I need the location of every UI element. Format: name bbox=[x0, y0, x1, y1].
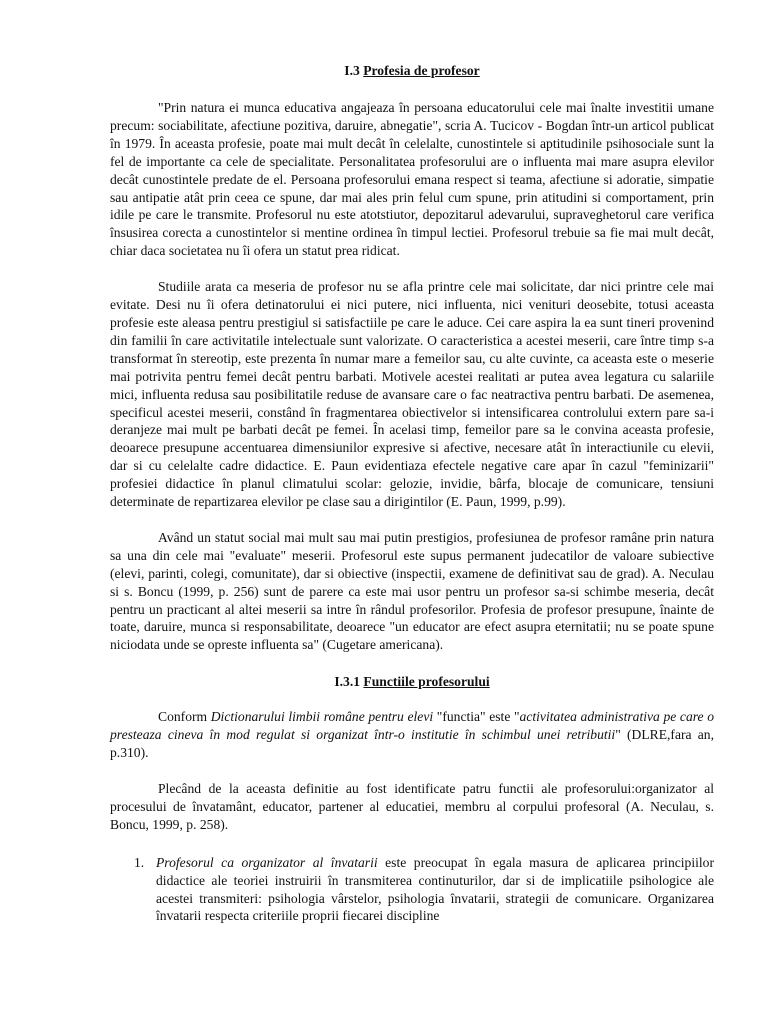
subsection-title: Functiile profesorului bbox=[363, 674, 490, 690]
section-title: Profesia de profesor bbox=[363, 63, 480, 78]
paragraph-1: "Prin natura ei munca educativa angajeaza în persoana educatorului cele mai înalte investitii umane precum: sociabilitate, afectiune pozitiva, daruire, abnegatie", scria A. Tucicov - Bogdan într-un articol publicat în 1979. În aceasta profesie, poate mai mult decât în celelalte, cunostintele si aptitudinile psihosociale sunt la fel de importante ca cele de specialitate. Personalitatea profesorului are o influenta mai mare asupra elevilor decât cunostintele predate de el. Persoana profesorului emana respect si teama, afectiune si adoratie, simpatie sau antipatie atât prin ceea ce spune, dar mai ales prin felul cum spune, prin atitudini si comportament, prin idile pe care le transmite. Profesorul nu este atotstiutor, depozitarul adevarului, supraveghetorul care verifica însusirea corecta a cunostintelor si mentine ordinea în timpul lectiei. Profesorul trebuie sa fie mai mult decât, chiar daca societatea nu îi ofera un statut prea ridicat. bbox=[110, 100, 714, 259]
subsection-heading bbox=[110, 673, 714, 690]
definition-lead: Conform bbox=[158, 709, 211, 725]
definition-source: Dictionarului limbii române pentru elevi bbox=[210, 709, 434, 725]
subsection-number: I.3.1 bbox=[334, 674, 361, 690]
document-page bbox=[110, 62, 714, 925]
definition-mid: "functia" este " bbox=[433, 709, 520, 725]
list-item bbox=[110, 854, 714, 926]
paragraph-2: Studiile arata ca meseria de profesor nu se afla printre cele mai solicitate, dar nici printre cele mai evitate. Desi nu îi ofera detinatorului ei nici putere, nici influenta, nici venituri deosebite, totusi aceasta profesie este aleasa pentru prestigiul si satisfactiile pe care le aduce. Cei care aspira la ea sunt tineri provenind din familii în care activitatile intelectuale sunt valorizate. O caracteristica a acestei meserii, care între timp s-a transformat în stereotip, este prezenta în numar mare a femeilor sau, cu alte cuvinte, ca aceasta este o meserie mai potrivita pentru femei decât pentru barbati. Motivele acestei realitati ar putea avea legatura cu salariile mici, influenta redusa sau posibilitatile reduse de avansare care o fac neatractiva pentru barbati. De asemenea, specificul acestei meserii, constând în fragmentarea obiectivelor si intensificarea controlului extern pare sa-i deranjeze mai mult pe barbati decât pe femei. În acelasi timp, femeilor pare sa le convina aceasta profesie, deoarece presupune accentuarea dimensiunilor expresive si afective, necesare atât în interactiunile cu elevii, dar si cu celelalte cadre didactice. E. Paun evidentiaza efectele negative care apar în cazul "feminizarii" profesiei didactice în planul climatului scolar: gelozie, invidie, bârfa, blocaje de comunicare, tensiuni determinate de repartizarea elevilor pe clase sau a dirigintilor (E. Paun, 1999, p.99). bbox=[110, 279, 714, 510]
section-number: I.3 bbox=[344, 63, 360, 78]
section-heading bbox=[110, 62, 714, 79]
functions-paragraph: Plecând de la aceasta definitie au fost identificate patru functii ale profesorului:organizator al procesului de învatamânt, educator, partener al educatiei, membru al corpului profesoral (A. Neculau, s. Boncu, 1999, p. 258). bbox=[110, 781, 714, 832]
paragraph-3: Având un statut social mai mult sau mai putin prestigios, profesiunea de profesor ramâne prin natura sa una din cele mai "evaluate" meserii. Profesorul este supus permanent judecatilor de valoare subiective (elevi, parinti, colegi, comunitate), dar si obiective (inspectii, examene de definitivat sau de grad). A. Neculau si s. Boncu (1999, p. 256) sunt de parere ca este mai usor pentru un profesor sa-si schimbe meseria, decât pentru un practicant al altei meserii sa intre în rândul profesorilor. Profesia de profesor presupune, înainte de toate, daruire, munca si responsabilitate, deoarece "un educator are efect asupra eternitatii; nu se poate spune niciodata unde se opreste influenta sa" (Cugetare americana). bbox=[110, 529, 714, 653]
list-item-text: este preocupat în egala masura de aplicarea principiilor didactice ale teoriei instruirii în transmiterea continuturilor, dar si de implicatiile psihologice ale acestei transmiteri: psihologia vârstelor, psihologia învatarii, strategii de comunicare. Organizarea învatarii respecta criteriile proprii fiecarei discipline bbox=[156, 854, 715, 924]
definition-tail: " (DLRE,fara an, p.310). bbox=[110, 727, 714, 761]
list-item-number: 1. bbox=[134, 854, 145, 870]
list-item-title: Profesorul ca organizator al învatarii bbox=[156, 854, 378, 870]
functions-list bbox=[110, 854, 714, 926]
definition-paragraph bbox=[110, 708, 714, 762]
definition-quote: activitatea administrativa pe care o presteaza cineva în mod regulat si organizat într-o institutie în schimbul unei retributii bbox=[110, 709, 715, 743]
